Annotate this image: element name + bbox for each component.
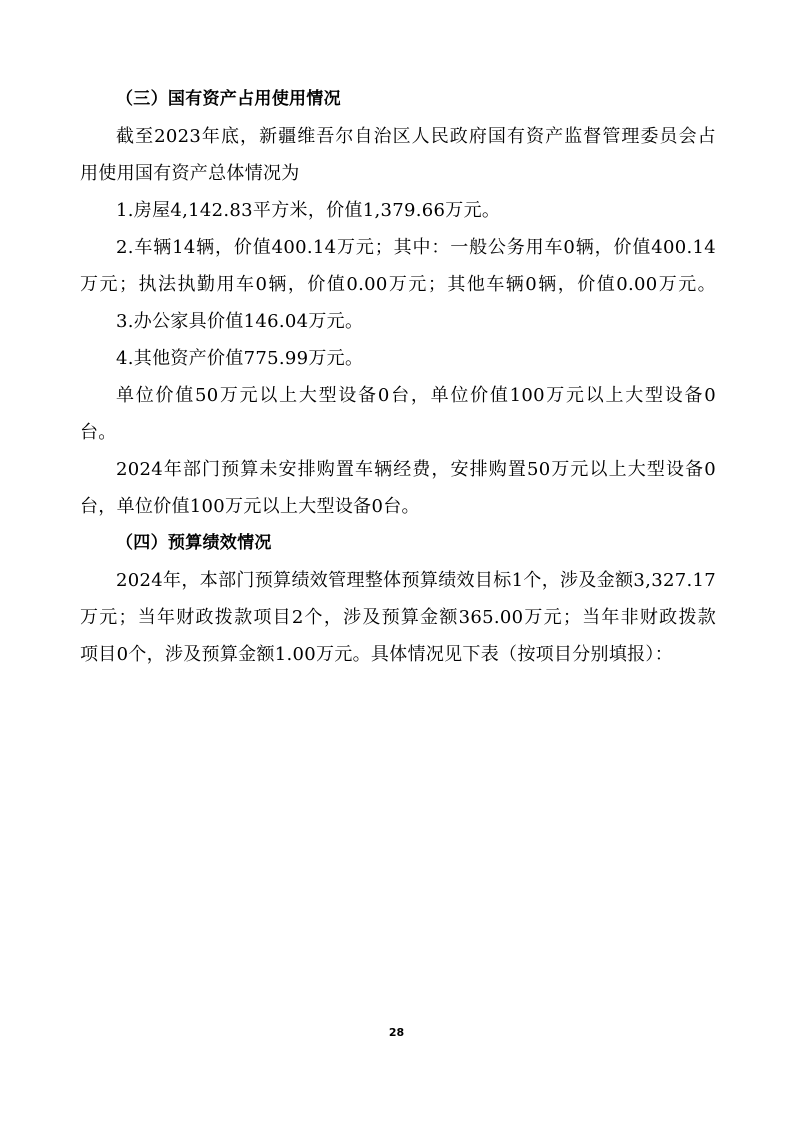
paragraph-line: 单位价值50万元以上大型设备0台，单位价值100万元以上大型设备0 (116, 385, 716, 406)
paragraph-line: 2024年部门预算未安排购置车辆经费，安排购置50万元以上大型设备0 (116, 459, 716, 480)
list-item-buildings: 1.房屋4,142.83平方米，价值1,379.66万元。 (116, 200, 501, 221)
list-item-vehicles: 2.车辆14辆，价值400.14万元；其中：一般公务用车0辆，价值400.14 (116, 237, 716, 258)
paragraph-line: 用使用国有资产总体情况为 (80, 163, 300, 184)
paragraph-line: 项目0个，涉及预算金额1.00万元。具体情况见下表（按项目分别填报）： (80, 644, 674, 665)
list-item-vehicles-continued: 万元；执法执勤用车0辆，价值0.00万元；其他车辆0辆，价值0.00万元。 (80, 274, 716, 295)
paragraph-line: 截至2023年底，新疆维吾尔自治区人民政府国有资产监督管理委员会占 (116, 126, 716, 147)
section-heading-assets: （三）国有资产占用使用情况 (116, 89, 341, 109)
list-item-other-assets: 4.其他资产价值775.99万元。 (116, 348, 364, 369)
paragraph-line: 万元；当年财政拨款项目2个，涉及预算金额365.00万元；当年非财政拨款 (80, 607, 716, 628)
paragraph-line: 2024年，本部门预算绩效管理整体预算绩效目标1个，涉及金额3,327.17 (116, 570, 716, 591)
list-item-furniture: 3.办公家具价值146.04万元。 (116, 311, 364, 332)
section-heading-performance: （四）预算绩效情况 (116, 533, 272, 553)
page-number: 28 (388, 1026, 405, 1039)
paragraph-line: 台，单位价值100万元以上大型设备0台。 (80, 496, 420, 517)
paragraph-line: 台。 (80, 422, 117, 443)
page-content (80, 81, 716, 673)
